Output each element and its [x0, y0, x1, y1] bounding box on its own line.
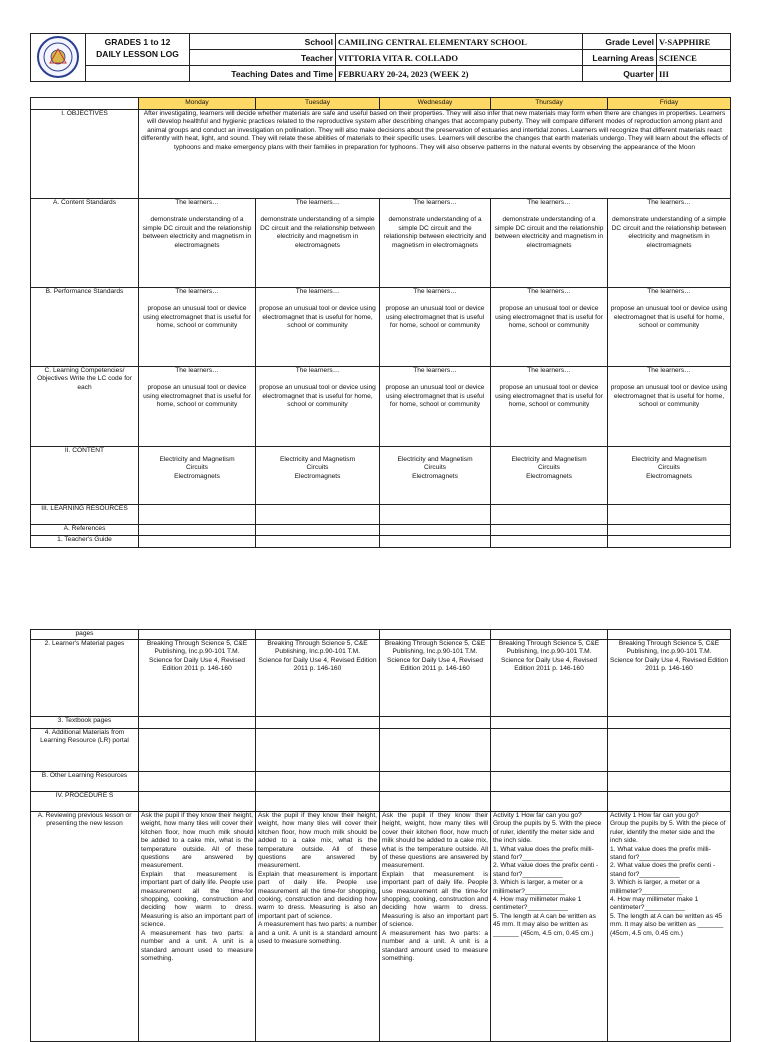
day-thursday: Thursday — [491, 98, 608, 110]
competency-text: propose an unusual tool or device using electromagnet that is useful for home, school or community — [385, 384, 485, 409]
title-spacer — [86, 66, 190, 82]
learners-text: The learners… — [413, 367, 457, 374]
content-line3: Electromagnets — [646, 472, 692, 480]
content-standard-text: demonstrate understanding of a simple DC circuit and the relationship between electricity and magnetism in electromagnets — [383, 216, 487, 249]
content-line3: Electromagnets — [174, 472, 220, 480]
competency-text: propose an unusual tool or device using electromagnet that is useful for home, school or community — [610, 384, 728, 409]
learners-text: The learners… — [647, 199, 691, 206]
content-standard-text: demonstrate understanding of a simple DC circuit and the relationship between electricity and magnetism in electromagnets — [494, 216, 604, 249]
content-line2: Circuits — [538, 464, 560, 472]
reviewing-row — [31, 812, 731, 1042]
learners-text: The learners… — [175, 288, 219, 295]
day-monday: Monday — [139, 98, 256, 110]
learning-resources-label: III. LEARNING RESOURCES — [31, 505, 139, 525]
performance-standard-text: propose an unusual tool or device using electromagnet that is useful for home, school or community — [143, 305, 251, 330]
objectives-label: I. OBJECTIVES — [31, 110, 139, 199]
content-line1: Electricity and Magnetism — [279, 456, 356, 463]
review-paragraph-3: A measurement has two parts: a number and a unit. A unit is a standard amount used to measure something. — [141, 929, 253, 962]
lesson-log-table — [30, 97, 731, 548]
lm-reference-2: Science for Daily Use 4, Revised Edition 2011 p. 146-160 — [386, 656, 483, 673]
content-line2: Circuits — [186, 464, 208, 472]
question-1: 1. What value does the prefix milli- stand for?___________ — [493, 845, 594, 862]
lm-reference-1: Breaking Through Science 5, C&E Publishing, Inc.p.90-101 T.M. — [146, 640, 248, 656]
question-1: 1. What value does the prefix milli- stand for?___________ — [610, 845, 711, 862]
school-value: CAMILING CENTRAL ELEMENTARY SCHOOL — [336, 34, 583, 50]
learners-text: The learners… — [295, 288, 340, 295]
learners-text: The learners… — [527, 367, 571, 374]
log-title — [86, 34, 190, 66]
dates-label: Teaching Dates and Time — [190, 66, 336, 82]
competency-text: propose an unusual tool or device using electromagnet that is useful for home, school or community — [495, 384, 603, 409]
content-line3: Electromagnets — [294, 472, 341, 480]
other-resources-label: B. Other Learning Resources — [31, 772, 139, 792]
review-paragraph-1: Ask the pupil if they know their height, weight, how many tiles will cover their kitchen floor, how much milk should be added to a cake mix, what is the temperature outside. All of these questions are answered by measurement. — [141, 812, 253, 870]
lm-reference-2: Science for Daily Use 4, Revised Edition 2011 p. 146-160 — [610, 656, 729, 673]
quarter-value: III — [657, 66, 731, 82]
day-friday: Friday — [608, 98, 731, 110]
learners-text: The learners… — [175, 199, 219, 206]
content-line2: Circuits — [658, 464, 680, 472]
lm-reference-1: Breaking Through Science 5, C&E Publishing, Inc.p.90-101 T.M. — [498, 640, 600, 656]
header-table — [30, 33, 731, 82]
grade-label: Grade Level — [583, 34, 657, 50]
content-line1: Electricity and Magnetism — [511, 456, 587, 463]
pages-label: pages — [31, 630, 139, 640]
lm-reference-1: Breaking Through Science 5, C&E Publishing, Inc.p.90-101 T.M. — [384, 640, 486, 656]
review-paragraph-3: A measurement has two parts: a number and a unit. A unit is a standard amount used to measure something. — [382, 929, 488, 962]
question-4: 4. How may millimeter make 1 centimeter?___________ — [493, 896, 582, 912]
lm-reference-1: Breaking Through Science 5, C&E Publishing, Inc.p.90-101 T.M. — [618, 640, 720, 656]
teacher-label: Teacher — [190, 50, 336, 66]
references-label: A. References — [31, 525, 139, 536]
review-paragraph-2: Explain that measurement is important part of daily life. People use measurement all the time-for shopping, cooking, construction and deciding how warm to dress. Measuring is also an important part of science. — [141, 870, 253, 929]
learners-text: The learners… — [527, 288, 571, 295]
question-3: 3. Which is larger, a meter or a millimeter?___________ — [493, 879, 583, 895]
quarter-label: Quarter — [583, 66, 657, 82]
content-standard-text: demonstrate understanding of a simple DC circuit and the relationship between electricity and magnetism in electromagnets — [142, 216, 252, 249]
content-line2: Circuits — [306, 464, 329, 472]
content-row — [31, 447, 731, 505]
learning-competencies-label: C. Learning Competencies/ Objectives Write the LC code for each — [31, 367, 139, 447]
review-paragraph-1: Ask the pupil if they know their height, weight, how many tiles will cover their kitchen floor, how much milk should be added to a cake mix, what is the temperature outside. All of these questions are answered by measurement. — [382, 812, 488, 870]
content-line3: Electromagnets — [412, 472, 458, 480]
question-5: 5. The length at A can be written as 45 mm. It may also be written as _______ (45cm, 4.5 cm, 0.45 cm.) — [493, 912, 596, 937]
deped-seal-icon — [36, 35, 80, 79]
learners-text: The learners… — [527, 199, 571, 206]
activity-title: Activity 1 How far can you go? — [610, 812, 699, 819]
learners-material-row — [31, 640, 731, 717]
review-paragraph-3: A measurement has two parts: a number and a unit. A unit is a standard amount used to measure something. — [258, 921, 377, 946]
learners-text: The learners… — [295, 199, 340, 206]
reviewing-label: A. Reviewing previous lesson or presenting the new lesson — [31, 812, 139, 1042]
learners-text: The learners… — [175, 367, 219, 374]
area-value: SCIENCE — [657, 50, 731, 66]
question-4: 4. How may millimeter make 1 centimeter?___________ — [610, 896, 699, 912]
learners-text: The learners… — [647, 288, 691, 295]
activity-grouping: Group the pupils by 5. With the piece of ruler, identify the meter side and the inch side. — [493, 820, 602, 845]
deped-seal — [31, 34, 86, 82]
competency-text: propose an unusual tool or device using electromagnet that is useful for home, school or community — [259, 384, 376, 409]
lm-reference-2: Science for Daily Use 4, Revised Edition 2011 p. 146-160 — [148, 656, 245, 673]
grade-value: V-SAPPHIRE — [657, 34, 731, 50]
teacher-value: VITTORIA VITA R. COLLADO — [336, 50, 583, 66]
question-3: 3. Which is larger, a meter or a millimeter?___________ — [610, 879, 700, 895]
performance-standard-text: propose an unusual tool or device using electromagnet that is useful for home, school or community — [495, 305, 603, 330]
objectives-text: After investigating, learners will decide whether materials are safe and useful based on their properties. They will also infer that new materials may form when there are changes in properties. Learners will develop healthful and hygienic practices related to the reproductive system after describing changes that accompany puberty. They will compare different modes of reproduction among plant and animal groups and conduct an investigation on pollination. They will also make decisions about the preservation of estuaries and intertidal zones. Learners will recognize that different materials react differently with heat, light, and sound. They will relate these abilities of materials to their specific uses. Learners will describe the changes that earth materials undergo. They will learn about the effects of typhoons and make emergency plans with their families in preparation for typhoons. They will also observe patterns in the natural events by observing the appearance of the Moon — [139, 110, 731, 199]
lm-reference-1: Breaking Through Science 5, C&E Publishing, Inc.p.90-101 T.M. — [267, 640, 368, 656]
performance-standards-row — [31, 288, 731, 367]
content-line1: Electricity and Magnetism — [631, 456, 707, 463]
competency-text: propose an unusual tool or device using electromagnet that is useful for home, school or community — [143, 384, 251, 409]
dates-value: FEBRUARY 20-24, 2023 (WEEK 2) — [336, 66, 583, 82]
performance-standard-text: propose an unusual tool or device using electromagnet that is useful for home, school or community — [259, 305, 376, 330]
content-line1: Electricity and Magnetism — [159, 456, 235, 463]
review-paragraph-2: Explain that measurement is important part of daily life. People use measurement all the time-for shopping, cooking, construction and deciding how warm to dress. Measuring is also an important part of science. — [382, 870, 488, 929]
lm-reference-2: Science for Daily Use 4, Revised Edition 2011 p. 146-160 — [500, 656, 597, 673]
lm-reference-2: Science for Daily Use 4, Revised Edition 2011 p. 146-160 — [258, 656, 377, 673]
title-line2: DAILY LESSON LOG — [96, 49, 179, 59]
learners-text: The learners… — [295, 367, 340, 374]
performance-standard-text: propose an unusual tool or device using electromagnet that is useful for home, school or community — [610, 305, 728, 330]
review-paragraph-1: Ask the pupil if they know their height, weight, how many tiles will cover their kitchen floor, how much milk should be added to a cake mix, what is the temperature outside. All of these questions are answered by measurement. — [258, 812, 377, 870]
learners-material-label: 2. Learner's Material pages — [31, 640, 139, 717]
review-paragraph-2: Explain that measurement is important part of daily life. People use measurement all the time-for shopping, cooking, construction and deciding how warm to dress. Measuring is also an important part of science. — [258, 870, 377, 920]
day-tuesday: Tuesday — [256, 98, 380, 110]
activity-title: Activity 1 How far can you go? — [493, 812, 582, 819]
learners-text: The learners… — [413, 288, 457, 295]
textbook-pages-label: 3. Textbook pages — [31, 717, 139, 729]
corner-cell — [31, 98, 139, 110]
content-standards-label: A. Content Standards — [31, 199, 139, 288]
performance-standards-label: B. Performance Standards — [31, 288, 139, 367]
content-line2: Circuits — [424, 464, 446, 472]
content-label: II. CONTENT — [31, 447, 139, 505]
content-line3: Electromagnets — [526, 472, 572, 480]
performance-standard-text: propose an unusual tool or device using electromagnet that is useful for home, school or community — [385, 305, 485, 330]
question-2: 2. What value does the prefix centi - stand for?___________ — [610, 862, 716, 878]
lesson-log-table-continued — [30, 629, 731, 1042]
content-standards-row — [31, 199, 731, 288]
activity-grouping: Group the pupils by 5. With the piece of ruler, identify the meter side and the inch side. — [610, 820, 726, 845]
area-label: Learning Areas — [583, 50, 657, 66]
content-standard-text: demonstrate understanding of a simple DC circuit and the relationship between electricity and magnetism in electromagnets — [260, 216, 375, 249]
procedures-label: IV. PROCEDURE S — [31, 792, 139, 812]
question-2: 2. What value does the prefix centi - stand for?___________ — [493, 862, 599, 878]
additional-materials-label: 4. Additional Materials from Learning Resource (LR) portal — [31, 729, 139, 772]
learners-text: The learners… — [647, 367, 691, 374]
learning-competencies-row — [31, 367, 731, 447]
content-standard-text: demonstrate understanding of a simple DC circuit and the relationship between electricity and magnetism in electromagnets — [611, 216, 727, 249]
question-5: 5. The length at A can be written as 45 mm. It may also be written as _______ (45cm, 4.5 cm, 0.45 cm.) — [610, 912, 724, 937]
school-label: School — [190, 34, 336, 50]
teachers-guide-label: 1. Teacher's Guide — [31, 536, 139, 548]
day-wednesday: Wednesday — [380, 98, 491, 110]
learners-text: The learners… — [413, 199, 457, 206]
content-line1: Electricity and Magnetism — [397, 456, 473, 463]
title-line1: GRADES 1 to 12 — [104, 37, 171, 47]
